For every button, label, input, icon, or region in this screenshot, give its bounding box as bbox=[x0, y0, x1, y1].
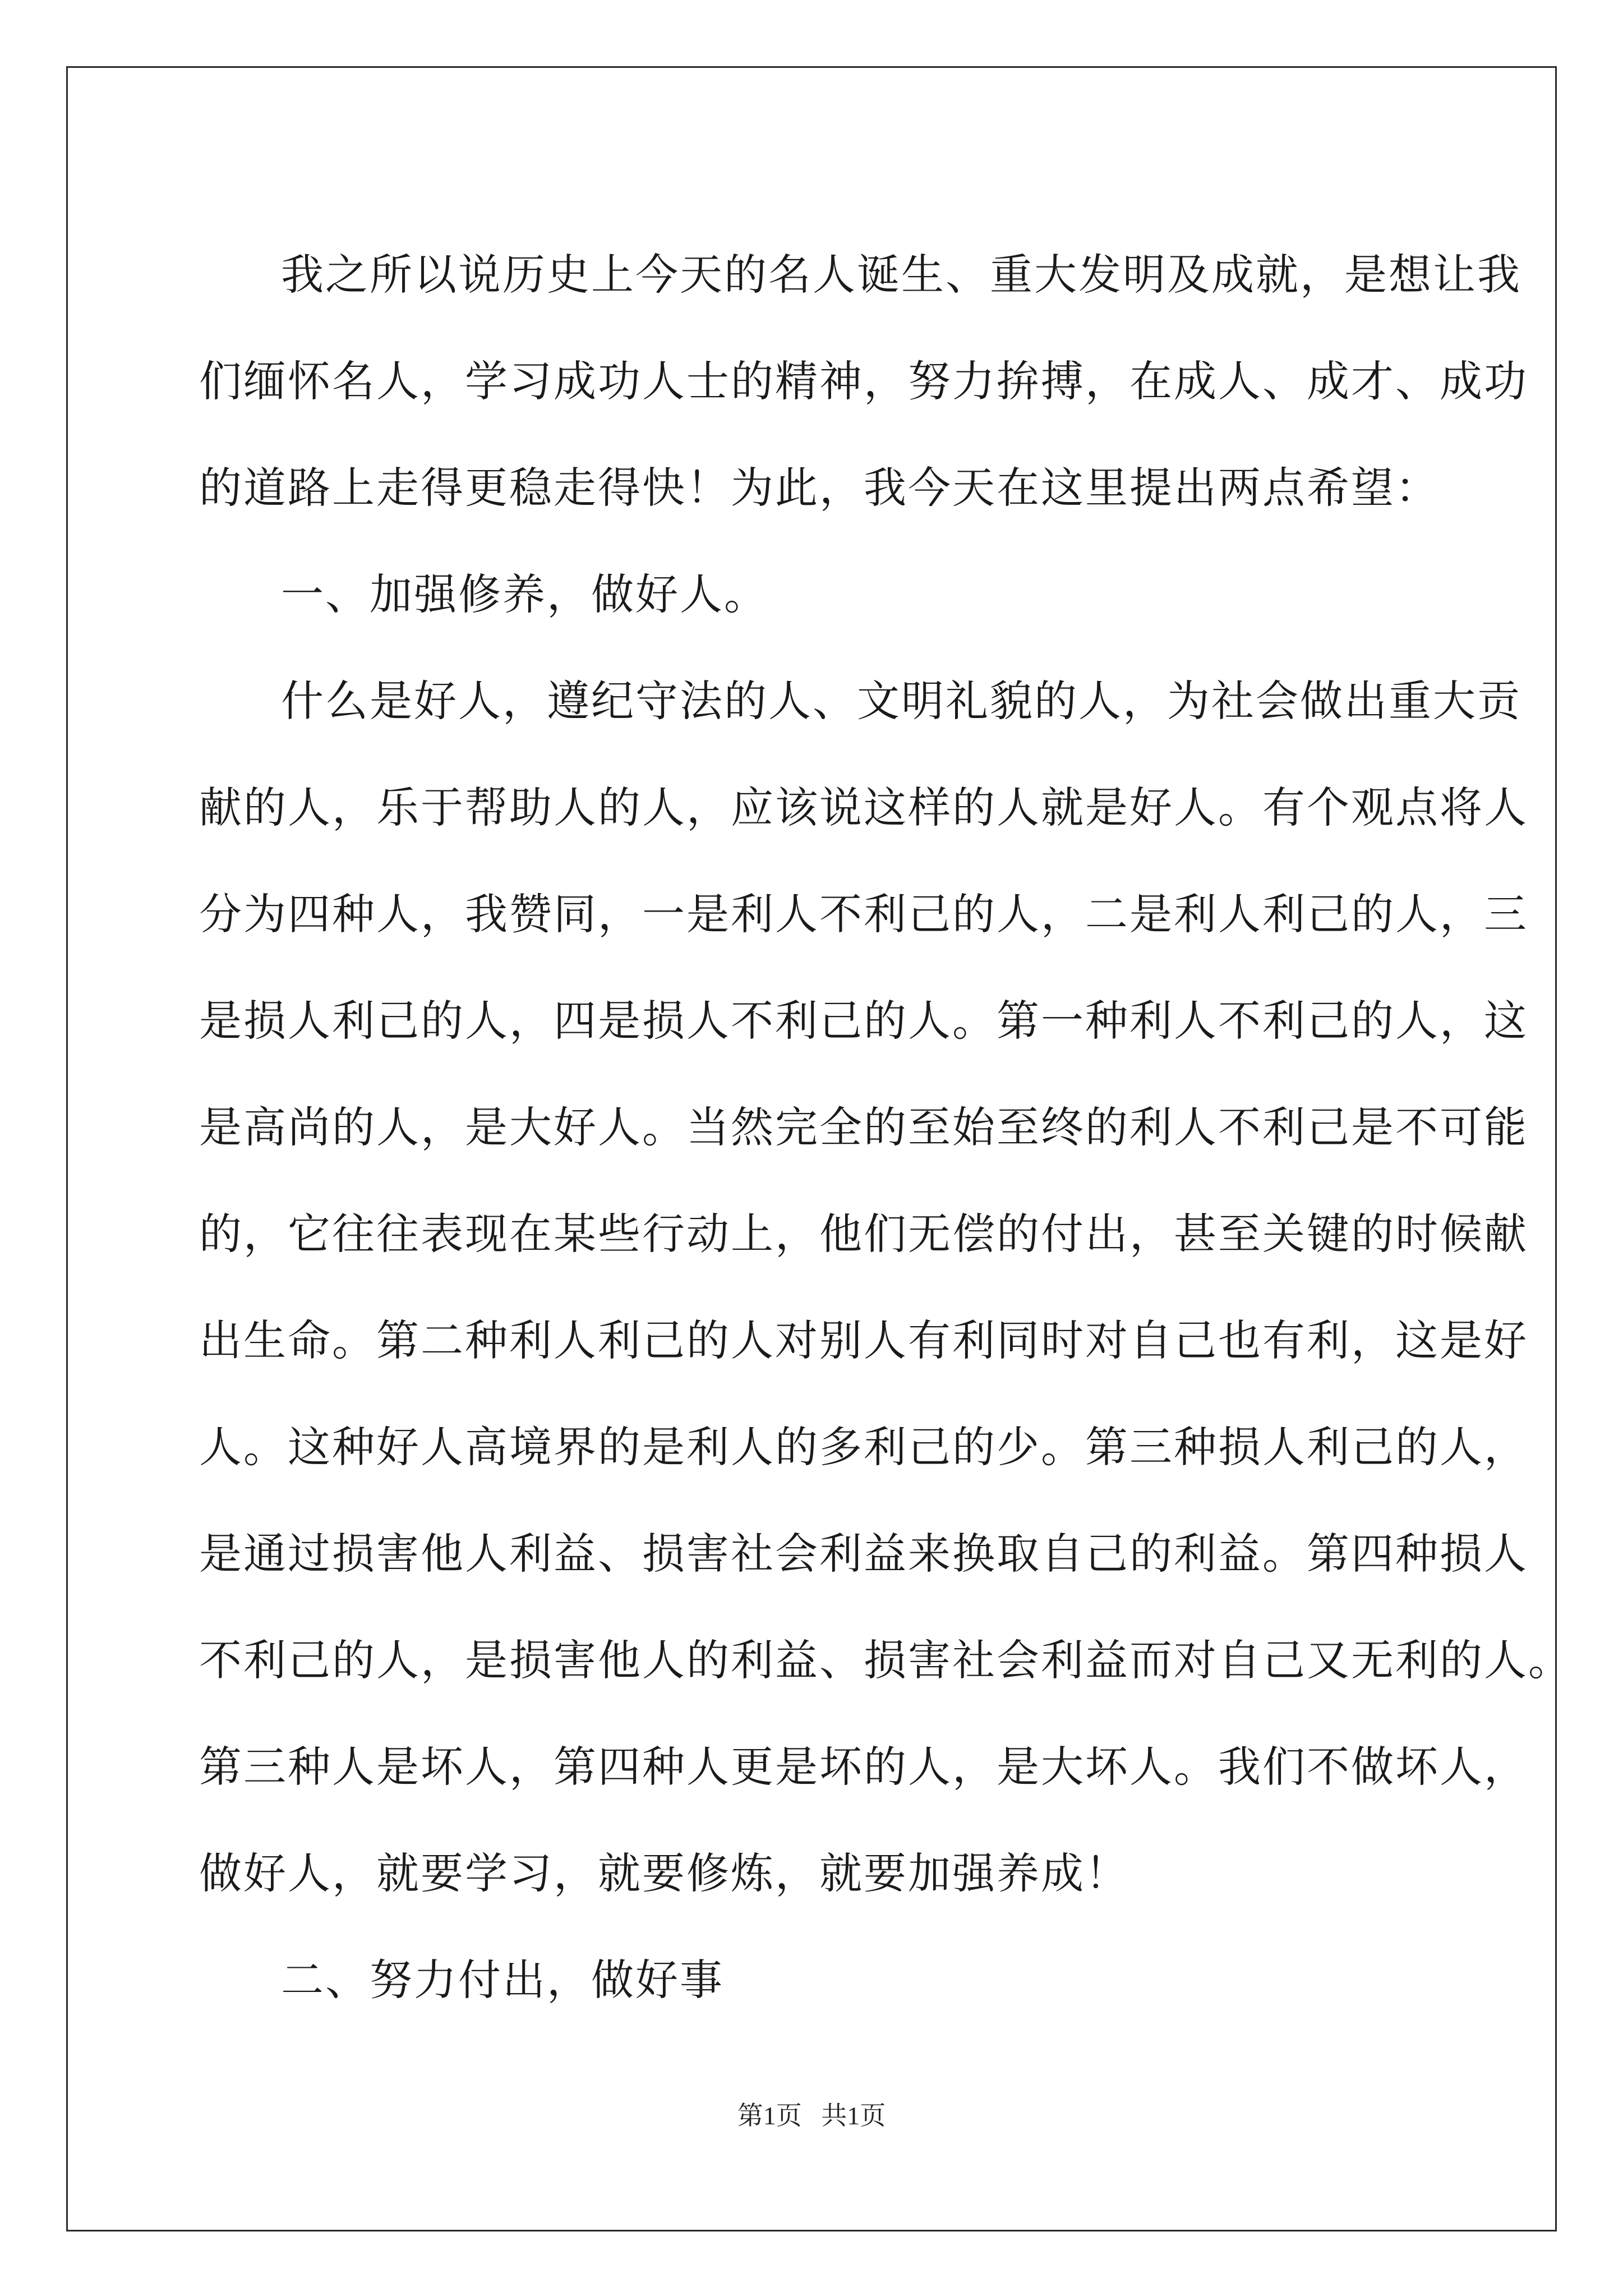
paragraph-2-line-9: 是通过损害他人利益、损害社会利益来换取自己的利益。第四种损人 bbox=[199, 1529, 1528, 1579]
document-body bbox=[199, 222, 1573, 2033]
paragraph-2-line-5: 是高尚的人，是大好人。当然完全的至始至终的利人不利己是不可能 bbox=[199, 1102, 1528, 1152]
paragraph-2-line-8: 人。这种好人高境界的是利人的多利己的少。第三种损人利己的人， bbox=[199, 1422, 1528, 1472]
page-footer: 第1页 共1页 bbox=[737, 2101, 886, 2130]
paragraph-2-line-3: 分为四种人，我赞同，一是利人不利己的人，二是利人利己的人，三 bbox=[199, 889, 1528, 939]
section-heading-2: 二、努力付出，做好事 bbox=[281, 1955, 724, 2005]
paragraph-2-line-7: 出生命。第二种利人利己的人对别人有利同时对自己也有利，这是好 bbox=[199, 1315, 1528, 1365]
paragraph-2-line-2: 献的人，乐于帮助人的人，应该说这样的人就是好人。有个观点将人 bbox=[199, 783, 1528, 832]
paragraph-2-line-12: 做好人，就要学习，就要修炼，就要加强养成！ bbox=[199, 1848, 1129, 1898]
paragraph-1-line-3: 的道路上走得更稳走得快！为此，我今天在这里提出两点希望： bbox=[199, 463, 1440, 513]
paragraph-2-line-4: 是损人利己的人，四是损人不利己的人。第一种利人不利己的人，这 bbox=[199, 996, 1528, 1046]
paragraph-2-line-10: 不利己的人，是损害他人的利益、损害社会利益而对自己又无利的人。 bbox=[199, 1635, 1573, 1685]
paragraph-2-line-6: 的，它往往表现在某些行动上，他们无偿的付出，甚至关键的时候献 bbox=[199, 1209, 1528, 1259]
section-heading-1: 一、加强修养，做好人。 bbox=[281, 569, 768, 619]
paragraph-2-line-1: 什么是好人，遵纪守法的人、文明礼貌的人，为社会做出重大贡 bbox=[281, 676, 1521, 726]
paragraph-1-line-2: 们缅怀名人，学习成功人士的精神，努力拚搏，在成人、成才、成功 bbox=[199, 356, 1528, 406]
paragraph-2-line-11: 第三种人是坏人，第四种人更是坏的人，是大坏人。我们不做坏人， bbox=[199, 1742, 1528, 1792]
paragraph-1-line-1: 我之所以说历史上今天的名人诞生、重大发明及成就，是想让我 bbox=[281, 250, 1521, 300]
